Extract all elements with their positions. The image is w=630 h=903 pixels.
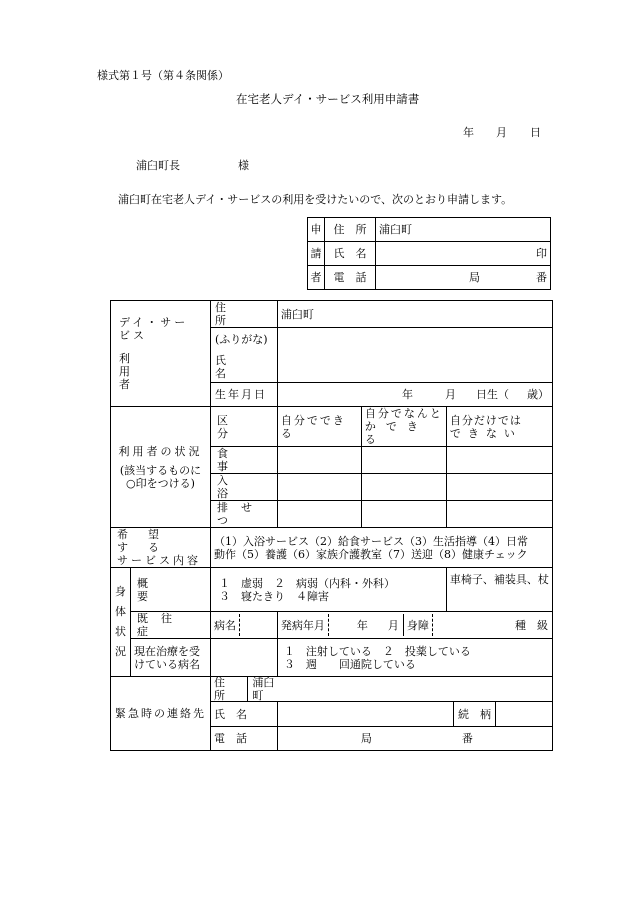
user-birth-label: 生年月日 — [211, 383, 278, 407]
body-gaiyo-options[interactable]: １ 虚弱 ２ 病弱（内科・外科） ３ 寝たきり ４障害 — [211, 568, 447, 612]
applicant-address-label: 住 所 — [325, 218, 376, 242]
status-row-bath: 入浴 — [211, 474, 278, 501]
body-current-label: 現在治療を受 けている病名 — [131, 639, 211, 677]
status-excretion-col2[interactable] — [361, 501, 446, 528]
addressee-honorific: 様 — [238, 159, 249, 172]
body-onset-cell[interactable] — [277, 612, 552, 639]
status-row-excretion: 排せつ — [211, 501, 278, 528]
body-gaiyo-label: 概要 — [131, 568, 211, 612]
body-history-label: 既往症 — [131, 612, 211, 639]
disease-name-label: 病名 — [211, 614, 240, 636]
date-day: 日 — [530, 126, 541, 139]
applicant-phone-value[interactable] — [376, 266, 551, 290]
body-current-disease[interactable] — [211, 639, 278, 677]
seal-mark: 印 — [536, 247, 547, 260]
emergency-name-value[interactable] — [277, 702, 552, 727]
emergency-relation-label: 続 柄 — [453, 702, 496, 726]
status-group-label: 利用者の状況 (該当するものに ○印をつける) — [111, 407, 211, 528]
addressee-name: 浦臼町長 — [136, 159, 180, 172]
status-bath-col2[interactable] — [361, 474, 446, 501]
applicant-group-2: 請 — [308, 242, 325, 266]
status-excretion-col1[interactable] — [277, 501, 361, 528]
status-bath-col3[interactable] — [446, 474, 552, 501]
emergency-group-label: 緊急時の連絡先 — [111, 677, 211, 751]
onset-month: 月 — [387, 618, 399, 632]
applicant-table — [307, 217, 551, 290]
user-name-value[interactable] — [277, 328, 552, 383]
phone-ban: 番 — [536, 271, 547, 284]
onset-label: 発病年月 — [278, 614, 329, 636]
emergency-phone-value[interactable]: 局 番 — [277, 727, 552, 751]
user-address-label: 住所 — [211, 301, 278, 328]
status-excretion-col3[interactable] — [446, 501, 552, 528]
body-aids[interactable]: 車椅子、補装具、杖 — [446, 568, 552, 612]
body-disease-cell[interactable] — [211, 612, 278, 639]
user-address-value[interactable]: 浦臼町 — [277, 301, 552, 328]
status-meal-col1[interactable] — [277, 447, 361, 474]
applicant-group-3: 者 — [308, 266, 325, 290]
main-table — [110, 300, 553, 751]
user-group-label: デイ・サービス 利用者 — [111, 301, 211, 407]
emergency-phone-label: 電 話 — [211, 727, 278, 751]
phone-kyoku: 局 — [469, 271, 480, 284]
emergency-name-label: 氏 名 — [211, 702, 278, 727]
status-bath-col1[interactable] — [277, 474, 361, 501]
applicant-name-value[interactable] — [376, 242, 551, 266]
status-row-meal: 食事 — [211, 447, 278, 474]
body-treatment-options[interactable]: １ 注射している ２ 投薬している ３ 週 回通院している — [277, 639, 552, 677]
emergency-address-value[interactable]: 浦臼町 — [247, 677, 277, 701]
services-label: 希望する サービス内容 — [111, 528, 211, 568]
emergency-address-rest[interactable] — [277, 677, 552, 702]
emergency-address-cell — [211, 677, 278, 702]
applicant-address-value[interactable]: 浦臼町 — [376, 218, 551, 242]
disability-label: 身障 — [403, 614, 433, 636]
applicant-group-1: 申 — [308, 218, 325, 242]
status-kubun-label: 区分 — [211, 407, 278, 447]
user-furigana-name-label: (ふりがな) 氏名 — [211, 328, 278, 383]
status-meal-col3[interactable] — [446, 447, 552, 474]
form-title: 在宅老人デイ・サービス利用申請書 — [236, 92, 420, 106]
emergency-address-label: 住 所 — [214, 676, 236, 702]
onset-year: 年 — [356, 618, 368, 632]
intro-text: 浦臼町在宅老人デイ・サービスの利用を受けたいので、次のとおり申請します。 — [118, 193, 513, 206]
services-options[interactable]: （1）入浴サービス（2）給食サービス（3）生活指導（4）日常 動作（5）養護（6）家族介護教室（7）送迎（8）健康チェック — [211, 528, 553, 568]
date-month: 月 — [496, 126, 507, 139]
applicant-name-label: 氏 名 — [325, 242, 376, 266]
status-col2: 自分でなんと かできる — [361, 407, 446, 447]
status-meal-col2[interactable] — [361, 447, 446, 474]
disability-grade: 種 級 — [515, 618, 548, 632]
body-group-label: 身 体 状 況 — [111, 568, 131, 677]
status-col3: 自分だけでは できない — [446, 407, 552, 447]
date-year: 年 — [463, 126, 474, 139]
form-number: 様式第１号（第４条関係） — [97, 69, 229, 82]
applicant-phone-label: 電 話 — [325, 266, 376, 290]
status-col1: 自分でできる — [277, 407, 361, 447]
user-birth-value[interactable]: 年 月 日生（ 歳） — [277, 383, 552, 407]
